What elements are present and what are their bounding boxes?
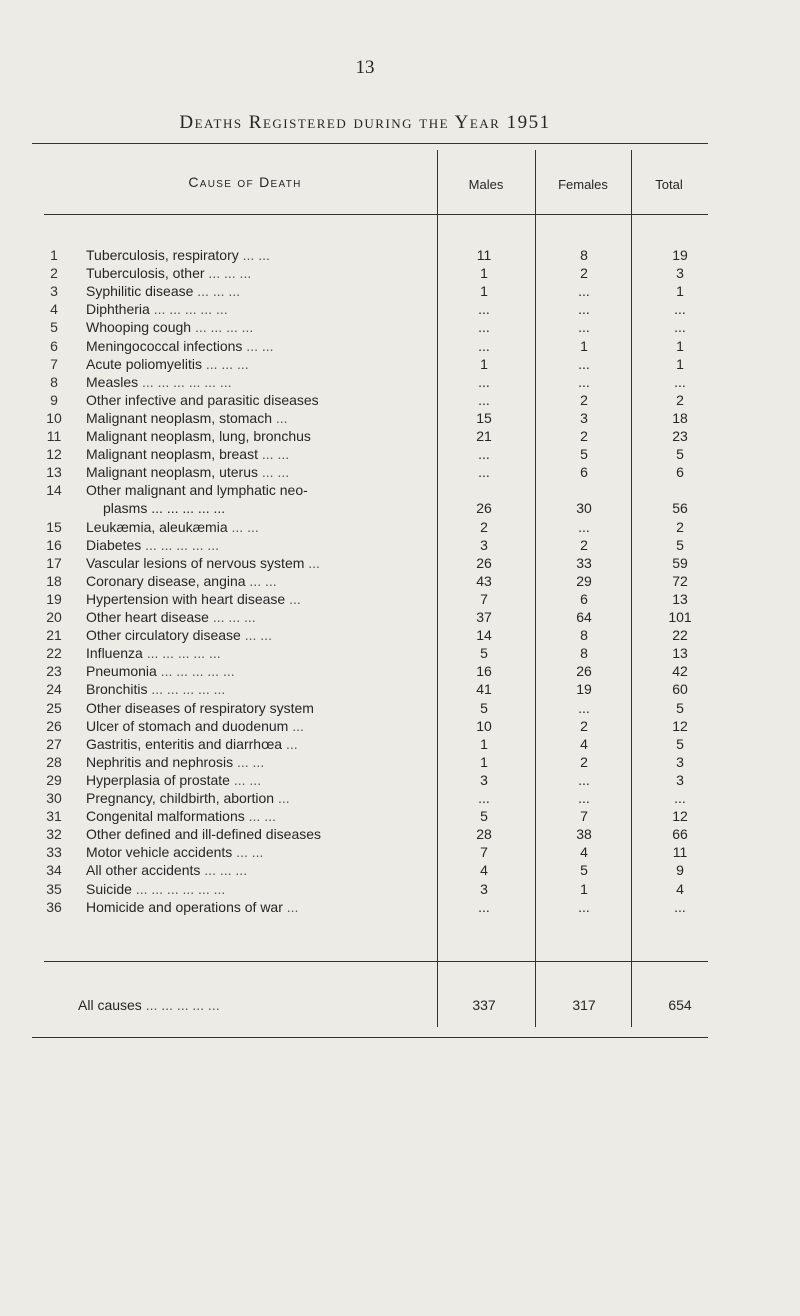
- row-number: 5: [50, 319, 58, 336]
- cause-label: Measles ... ... ... ... ... ...: [86, 373, 232, 390]
- table-row: [0, 626, 800, 644]
- table-row: [0, 427, 800, 445]
- total-value: 1: [676, 337, 684, 354]
- females-value: ...: [578, 319, 590, 336]
- table-row: [0, 409, 800, 427]
- all-causes-total: 654: [668, 997, 692, 1013]
- males-value: 10: [476, 717, 492, 734]
- cause-label: Leukæmia, aleukæmia ... ...: [86, 518, 259, 535]
- cause-label: Influenza ... ... ... ... ...: [86, 645, 221, 662]
- row-number: 28: [46, 753, 62, 770]
- males-value: ...: [478, 373, 490, 390]
- total-value: 56: [672, 500, 688, 517]
- females-value: 29: [576, 572, 592, 589]
- table-row: [0, 518, 800, 536]
- row-number: 27: [46, 735, 62, 752]
- table-row: [0, 246, 800, 264]
- total-value: 59: [672, 554, 688, 571]
- cause-label: Acute poliomyelitis ... ... ...: [86, 355, 249, 372]
- row-number: 1: [50, 247, 58, 263]
- row-number: 12: [46, 446, 62, 463]
- all-causes-label: All causes ... ... ... ... ...: [78, 997, 220, 1013]
- cause-label: Other defined and ill-defined diseases: [86, 826, 322, 843]
- table-row: [0, 662, 800, 680]
- table-row: [0, 789, 800, 807]
- males-value: ...: [478, 790, 490, 806]
- total-value: 18: [672, 409, 688, 426]
- total-value: 60: [672, 681, 688, 698]
- table-row: [0, 481, 800, 517]
- total-value: ...: [674, 319, 686, 336]
- table-row: [0, 536, 800, 554]
- cause-label-continued: plasms ... ... ... ... ...: [103, 500, 226, 517]
- header-males: Males: [468, 177, 504, 192]
- row-number: 15: [46, 518, 62, 535]
- table-row: [0, 843, 800, 861]
- total-value: 42: [672, 663, 688, 680]
- cause-label: Vascular lesions of nervous system ...: [86, 554, 320, 571]
- table-bottom-rule: [32, 1037, 708, 1038]
- females-value: 19: [576, 681, 592, 698]
- total-value: 1: [676, 283, 684, 300]
- table-row: [0, 753, 800, 771]
- females-value: ...: [578, 699, 590, 716]
- row-number: 3: [50, 283, 58, 300]
- cause-label: Other circulatory disease ... ...: [86, 627, 272, 644]
- females-value: 26: [576, 663, 592, 680]
- males-value: 5: [480, 645, 488, 662]
- males-value: 7: [480, 844, 488, 861]
- table-row: [0, 445, 800, 463]
- table-row: [0, 699, 800, 717]
- row-number: 14: [46, 482, 62, 499]
- row-number: 19: [46, 590, 62, 607]
- table-top-rule: [32, 143, 708, 144]
- row-number: 32: [46, 826, 62, 843]
- table-row: [0, 608, 800, 626]
- females-value: 8: [580, 627, 588, 644]
- total-value: 5: [676, 536, 684, 553]
- table-row: [0, 300, 800, 318]
- row-number: 6: [50, 337, 58, 354]
- row-number: 33: [46, 844, 62, 861]
- males-value: 1: [480, 265, 488, 282]
- header-total: Total: [655, 177, 683, 192]
- females-value: 2: [580, 428, 588, 444]
- males-value: 28: [476, 826, 492, 843]
- females-value: 5: [580, 862, 588, 879]
- total-value: 3: [676, 771, 684, 788]
- row-number: 2: [50, 265, 58, 282]
- table-row: [0, 880, 800, 898]
- cause-label: Congenital malformations ... ...: [86, 808, 276, 825]
- row-number: 11: [46, 428, 62, 444]
- row-number: 23: [46, 663, 62, 680]
- row-number: 22: [46, 645, 62, 662]
- total-value: 3: [676, 265, 684, 282]
- cause-label: Hypertension with heart disease ...: [86, 590, 301, 607]
- cause-label: Pneumonia ... ... ... ... ...: [86, 663, 235, 680]
- table-row: [0, 680, 800, 698]
- row-number: 30: [46, 790, 62, 806]
- cause-label: All other accidents ... ... ...: [86, 862, 248, 879]
- females-value: ...: [578, 771, 590, 788]
- females-value: 4: [580, 844, 588, 861]
- males-value: 7: [480, 590, 488, 607]
- females-value: 38: [576, 826, 592, 843]
- males-value: ...: [478, 446, 490, 463]
- total-value: 12: [672, 717, 688, 734]
- males-value: 5: [480, 699, 488, 716]
- males-value: ...: [478, 391, 490, 408]
- cause-label: Other malignant and lymphatic neo-: [86, 482, 308, 499]
- females-value: ...: [578, 790, 590, 806]
- total-value: 3: [676, 753, 684, 770]
- cause-label: Syphilitic disease ... ... ...: [86, 283, 241, 300]
- cause-label: Tuberculosis, respiratory ... ...: [86, 247, 270, 263]
- cause-label: Ulcer of stomach and duodenum ...: [86, 717, 304, 734]
- row-number: 24: [46, 681, 62, 698]
- table-row: [0, 771, 800, 789]
- table-row: [0, 355, 800, 373]
- males-value: 41: [476, 681, 492, 698]
- females-value: 8: [580, 645, 588, 662]
- total-value: 72: [672, 572, 688, 589]
- row-number: 25: [46, 699, 62, 716]
- females-value: 3: [580, 409, 588, 426]
- table-row: [0, 554, 800, 572]
- header-females: Females: [558, 177, 608, 192]
- cause-label: Malignant neoplasm, breast ... ...: [86, 446, 290, 463]
- table-row: [0, 861, 800, 879]
- cause-label: Pregnancy, childbirth, abortion ...: [86, 790, 290, 806]
- table-row: [0, 717, 800, 735]
- row-number: 10: [46, 409, 62, 426]
- row-number: 16: [46, 536, 62, 553]
- cause-label: Hyperplasia of prostate ... ...: [86, 771, 262, 788]
- females-value: 2: [580, 753, 588, 770]
- total-value: 5: [676, 446, 684, 463]
- total-value: ...: [674, 898, 686, 915]
- females-value: 5: [580, 446, 588, 463]
- cause-label: Nephritis and nephrosis ... ...: [86, 753, 265, 770]
- table-row: [0, 318, 800, 336]
- females-value: 2: [580, 717, 588, 734]
- females-value: 4: [580, 735, 588, 752]
- females-value: 64: [576, 609, 592, 625]
- total-value: 5: [676, 735, 684, 752]
- females-value: ...: [578, 898, 590, 915]
- all-causes-females: 317: [572, 997, 596, 1013]
- females-value: 33: [576, 554, 592, 571]
- males-value: ...: [478, 464, 490, 481]
- males-value: ...: [478, 898, 490, 915]
- males-value: 4: [480, 862, 488, 879]
- page-number: 13: [355, 57, 375, 78]
- males-value: 3: [480, 771, 488, 788]
- total-value: 6: [676, 464, 684, 481]
- row-number: 7: [50, 355, 58, 372]
- cause-label: Bronchitis ... ... ... ... ...: [86, 681, 226, 698]
- row-number: 36: [46, 898, 62, 915]
- total-value: 66: [672, 826, 688, 843]
- row-number: 35: [46, 880, 62, 897]
- females-value: 2: [580, 265, 588, 282]
- males-value: 1: [480, 735, 488, 752]
- females-value: 7: [580, 808, 588, 825]
- cause-label: Tuberculosis, other ... ... ...: [86, 265, 252, 282]
- total-value: 9: [676, 862, 684, 879]
- males-value: 3: [480, 536, 488, 553]
- table-row: [0, 572, 800, 590]
- males-value: ...: [478, 301, 490, 318]
- table-row: [0, 898, 800, 916]
- females-value: 1: [580, 337, 588, 354]
- males-value: 15: [476, 409, 492, 426]
- cause-label: Malignant neoplasm, lung, bronchus: [86, 428, 311, 444]
- males-value: 37: [476, 609, 492, 625]
- cause-label: Other diseases of respiratory system: [86, 699, 314, 716]
- cause-label: Homicide and operations of war ...: [86, 898, 299, 915]
- males-value: 2: [480, 518, 488, 535]
- table-row: [0, 391, 800, 409]
- cause-label: Gastritis, enteritis and diarrhœa ...: [86, 735, 298, 752]
- header-bottom-rule: [44, 214, 708, 215]
- females-value: ...: [578, 301, 590, 318]
- total-value: 11: [672, 844, 688, 861]
- females-value: ...: [578, 373, 590, 390]
- table-row: [0, 807, 800, 825]
- page-title: Deaths Registered during the Year 1951: [179, 112, 551, 133]
- table-row: [0, 825, 800, 843]
- row-number: 17: [46, 554, 62, 571]
- cause-label: Malignant neoplasm, uterus ... ...: [86, 464, 290, 481]
- total-value: 4: [676, 880, 684, 897]
- cause-label: Malignant neoplasm, stomach ...: [86, 409, 288, 426]
- males-value: 1: [480, 283, 488, 300]
- cause-label: Meningococcal infections ... ...: [86, 337, 274, 354]
- cause-label: Diabetes ... ... ... ... ...: [86, 536, 220, 553]
- table-row: [0, 644, 800, 662]
- total-value: ...: [674, 373, 686, 390]
- table-row: [0, 282, 800, 300]
- table-row: [0, 463, 800, 481]
- table-row: [0, 264, 800, 282]
- males-value: 26: [476, 554, 492, 571]
- males-value: 1: [480, 753, 488, 770]
- males-value: 1: [480, 355, 488, 372]
- females-value: 8: [580, 247, 588, 263]
- row-number: 9: [50, 391, 58, 408]
- females-value: 2: [580, 391, 588, 408]
- females-value: ...: [578, 283, 590, 300]
- cause-label: Coronary disease, angina ... ...: [86, 572, 277, 589]
- females-value: 6: [580, 590, 588, 607]
- males-value: 3: [480, 880, 488, 897]
- total-value: 2: [676, 518, 684, 535]
- all-causes-males: 337: [472, 997, 496, 1013]
- males-value: 43: [476, 572, 492, 589]
- total-value: 13: [672, 590, 688, 607]
- total-value: ...: [674, 301, 686, 318]
- males-value: ...: [478, 337, 490, 354]
- all-causes-row: [0, 996, 800, 1014]
- header-cause-of-death: Cause of Death: [188, 174, 302, 190]
- males-value: 16: [476, 663, 492, 680]
- total-value: 19: [672, 247, 688, 263]
- total-value: 12: [672, 808, 688, 825]
- females-value: 1: [580, 880, 588, 897]
- total-value: 1: [676, 355, 684, 372]
- row-number: 20: [46, 609, 62, 625]
- table-row: [0, 735, 800, 753]
- row-number: 13: [46, 464, 62, 481]
- row-number: 8: [50, 373, 58, 390]
- row-number: 26: [46, 717, 62, 734]
- cause-label: Suicide ... ... ... ... ... ...: [86, 880, 226, 897]
- cause-label: Motor vehicle accidents ... ...: [86, 844, 264, 861]
- total-value: 101: [668, 609, 692, 625]
- males-value: ...: [478, 319, 490, 336]
- table-row: [0, 373, 800, 391]
- females-value: ...: [578, 355, 590, 372]
- females-value: 30: [576, 500, 592, 517]
- row-number: 18: [46, 572, 62, 589]
- cause-label: Other heart disease ... ... ...: [86, 609, 256, 625]
- total-value: 23: [672, 428, 688, 444]
- males-value: 14: [476, 627, 492, 644]
- total-value: ...: [674, 790, 686, 806]
- females-value: 2: [580, 536, 588, 553]
- males-value: 5: [480, 808, 488, 825]
- males-value: 21: [476, 428, 492, 444]
- row-number: 31: [46, 808, 62, 825]
- table-row: [0, 337, 800, 355]
- females-value: ...: [578, 518, 590, 535]
- cause-label: Other infective and parasitic diseases: [86, 391, 319, 408]
- total-value: 5: [676, 699, 684, 716]
- cause-label: Diphtheria ... ... ... ... ...: [86, 301, 228, 318]
- total-value: 13: [672, 645, 688, 662]
- row-number: 4: [50, 301, 58, 318]
- table-row: [0, 590, 800, 608]
- cause-label: Whooping cough ... ... ... ...: [86, 319, 254, 336]
- row-number: 29: [46, 771, 62, 788]
- body-bottom-rule: [44, 961, 708, 962]
- total-value: 2: [676, 391, 684, 408]
- row-number: 34: [46, 862, 62, 879]
- males-value: 11: [476, 247, 492, 263]
- total-value: 22: [672, 627, 688, 644]
- males-value: 26: [476, 500, 492, 517]
- row-number: 21: [46, 627, 62, 644]
- females-value: 6: [580, 464, 588, 481]
